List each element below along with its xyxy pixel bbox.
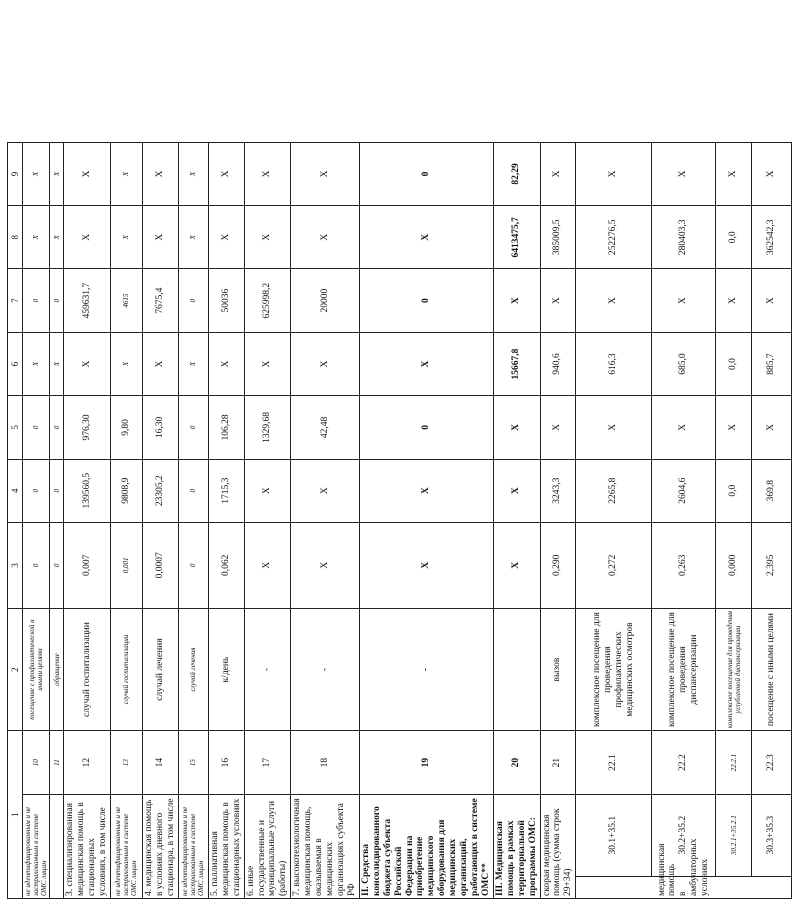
- sum-formula: 30.3+35.3: [752, 794, 792, 876]
- row-name: 3. специализированная медицинская помощь в стационарных условиях, в том числе: [64, 794, 111, 898]
- header-cell: 9: [8, 142, 23, 205]
- value-cell: 0,007: [64, 522, 111, 608]
- unit-cell: случай госпитализации: [64, 608, 111, 731]
- value-cell: X: [576, 269, 652, 332]
- value-cell: 0,0: [716, 459, 752, 522]
- value-cell: X: [142, 142, 178, 205]
- value-cell: X: [208, 332, 244, 395]
- row-number: 14: [142, 731, 178, 794]
- value-cell: 369,8: [752, 459, 792, 522]
- value-cell: 0: [23, 396, 50, 459]
- row-number: 20: [493, 731, 540, 794]
- value-cell: X: [493, 522, 540, 608]
- table-row: [208, 20, 244, 899]
- sum-formula: 30.2.1+35.2.1: [716, 794, 752, 876]
- value-cell: 2265,8: [576, 459, 652, 522]
- unit-cell: случай лечения: [142, 608, 178, 731]
- value-cell: 685,0: [652, 332, 716, 395]
- unit-cell: посещение с профилактической и иными целями: [23, 608, 50, 731]
- row-number: 16: [208, 731, 244, 794]
- value-cell: X: [50, 142, 64, 205]
- table-row: [244, 20, 291, 899]
- value-cell: 1715,3: [208, 459, 244, 522]
- value-cell: 252276,5: [576, 206, 652, 269]
- table-row: [50, 20, 64, 899]
- value-cell: 0,0: [716, 332, 752, 395]
- row-name: 6. иные государственные и муниципальные услуги (работы): [244, 794, 291, 898]
- value-cell: 7675,4: [142, 269, 178, 332]
- value-cell: X: [359, 459, 493, 522]
- value-cell: X: [178, 206, 208, 269]
- value-cell: 0: [359, 269, 493, 332]
- value-cell: 0,0007: [142, 522, 178, 608]
- unit-cell: к/день: [208, 608, 244, 731]
- value-cell: X: [652, 142, 716, 205]
- header-row: [8, 20, 23, 899]
- value-cell: X: [50, 332, 64, 395]
- row-name: 5. паллиативная медицинская помощь в стационарных условиях: [208, 794, 244, 898]
- value-cell: 362542,3: [752, 206, 792, 269]
- value-cell: 0: [178, 459, 208, 522]
- value-cell: X: [208, 206, 244, 269]
- row-number: 19: [359, 731, 493, 794]
- row-name: 7. высокотехнологичная медицинская помощь, оказываемая в медицинских организациях субъекта РФ: [291, 794, 360, 898]
- table-row: [142, 20, 178, 899]
- value-cell: 106,28: [208, 396, 244, 459]
- value-cell: 0,001: [110, 522, 142, 608]
- unit-cell: -: [244, 608, 291, 731]
- value-cell: X: [244, 142, 291, 205]
- value-cell: X: [110, 142, 142, 205]
- table-row: [359, 20, 493, 899]
- value-cell: X: [716, 396, 752, 459]
- value-cell: X: [110, 332, 142, 395]
- value-cell: 9,80: [110, 396, 142, 459]
- row-number: 10: [23, 731, 50, 794]
- row-number: 22.2.1: [716, 731, 752, 794]
- value-cell: 0: [359, 396, 493, 459]
- value-cell: 20000: [291, 269, 360, 332]
- value-cell: X: [291, 459, 360, 522]
- value-cell: X: [652, 269, 716, 332]
- header-cell: 1: [8, 731, 23, 899]
- value-cell: X: [291, 206, 360, 269]
- row-name: не идентифицированным и не застрахованным в системе ОМС лицам: [23, 794, 50, 898]
- header-cell: 3: [8, 522, 23, 608]
- value-cell: 0,062: [208, 522, 244, 608]
- table-row: [576, 20, 652, 899]
- value-cell: 0,290: [540, 522, 576, 608]
- value-cell: X: [244, 206, 291, 269]
- unit-cell: [493, 608, 540, 731]
- row-number: 22.3: [752, 731, 792, 794]
- row-number: 18: [291, 731, 360, 794]
- unit-cell: комплексное посещение для проведения углубленной диспансеризации: [716, 608, 752, 731]
- value-cell: 42,48: [291, 396, 360, 459]
- value-cell: X: [576, 142, 652, 205]
- row-name: III. Медицинская помощь в рамках территориальной программы ОМС:: [493, 794, 540, 898]
- row-number: 15: [178, 731, 208, 794]
- value-cell: 0: [178, 396, 208, 459]
- table-row: [652, 20, 716, 899]
- value-cell: 2604,6: [652, 459, 716, 522]
- value-cell: X: [23, 206, 50, 269]
- header-cell: 8: [8, 206, 23, 269]
- value-cell: X: [493, 459, 540, 522]
- value-cell: 0: [359, 142, 493, 205]
- value-cell: X: [540, 396, 576, 459]
- row-number: 21: [540, 731, 576, 794]
- row-name: не идентифицированным и не застрахованным в системе ОМС лицам: [110, 794, 142, 898]
- row-number: 17: [244, 731, 291, 794]
- value-cell: 1329,68: [244, 396, 291, 459]
- row-name: скорая медицинская помощь (сумма строк 29+34): [540, 794, 576, 898]
- value-cell: 0: [50, 522, 64, 608]
- value-cell: X: [752, 396, 792, 459]
- row-name: не идентифицированным и не застрахованным в системе ОМС лицам: [178, 794, 208, 898]
- value-cell: X: [64, 332, 111, 395]
- row-name: [50, 794, 64, 898]
- value-cell: X: [540, 269, 576, 332]
- value-cell: X: [359, 206, 493, 269]
- table-row: [23, 20, 50, 899]
- value-cell: 50036: [208, 269, 244, 332]
- value-cell: X: [244, 332, 291, 395]
- value-cell: X: [291, 522, 360, 608]
- row-name: II. Средства консолидированного бюджета субъекта Российской Федерации на приобретение медицинского оборудования для медицинских организаций, работающих в системе ОМС**: [359, 794, 493, 898]
- value-cell: 82,29: [493, 142, 540, 205]
- table-row: [178, 20, 208, 899]
- header-cell: 4: [8, 459, 23, 522]
- unit-cell: комплексное посещение для проведения профилактических медицинских осмотров: [576, 608, 652, 731]
- value-cell: X: [752, 142, 792, 205]
- header-cell: 2: [8, 608, 23, 731]
- value-cell: X: [493, 396, 540, 459]
- omc-table: [7, 19, 792, 899]
- value-cell: 2,395: [752, 522, 792, 608]
- value-cell: 15667,8: [493, 332, 540, 395]
- unit-cell: посещение с иными целями: [752, 608, 792, 731]
- value-cell: 0: [50, 396, 64, 459]
- value-cell: 459631,7: [64, 269, 111, 332]
- value-cell: X: [50, 206, 64, 269]
- value-cell: X: [23, 332, 50, 395]
- value-cell: 280403,3: [652, 206, 716, 269]
- value-cell: 0: [23, 522, 50, 608]
- value-cell: X: [652, 396, 716, 459]
- value-cell: 625998,2: [244, 269, 291, 332]
- value-cell: 6413475,7: [493, 206, 540, 269]
- value-cell: X: [178, 142, 208, 205]
- row-number: 12: [64, 731, 111, 794]
- value-cell: X: [178, 332, 208, 395]
- value-cell: 0: [23, 459, 50, 522]
- value-cell: 0: [178, 522, 208, 608]
- value-cell: 0: [50, 269, 64, 332]
- sum-formula: 30.1+35.1: [576, 794, 652, 876]
- value-cell: 139560,5: [64, 459, 111, 522]
- value-cell: 9808,9: [110, 459, 142, 522]
- value-cell: X: [244, 459, 291, 522]
- value-cell: 940,6: [540, 332, 576, 395]
- value-cell: X: [359, 522, 493, 608]
- value-cell: X: [291, 332, 360, 395]
- table-row: [291, 20, 360, 899]
- sum-formula: 30.2+35.2: [652, 794, 716, 876]
- unit-cell: комплексное посещение для проведения диспансеризации: [652, 608, 716, 731]
- value-cell: X: [576, 396, 652, 459]
- unit-cell: обращение: [50, 608, 64, 731]
- value-cell: X: [142, 332, 178, 395]
- unit-cell: -: [359, 608, 493, 731]
- value-cell: 0,000: [716, 522, 752, 608]
- value-cell: X: [493, 269, 540, 332]
- row-number: 11: [50, 731, 64, 794]
- table-row: [752, 20, 792, 899]
- header-cell: 5: [8, 396, 23, 459]
- value-cell: X: [142, 206, 178, 269]
- header-cell: 7: [8, 269, 23, 332]
- row-number: 22.1: [576, 731, 652, 794]
- value-cell: 385009,5: [540, 206, 576, 269]
- value-cell: X: [291, 142, 360, 205]
- value-cell: X: [716, 269, 752, 332]
- table-row: [110, 20, 142, 899]
- value-cell: X: [23, 142, 50, 205]
- row-number: 22.2: [652, 731, 716, 794]
- unit-cell: случай лечения: [178, 608, 208, 731]
- value-cell: X: [244, 522, 291, 608]
- table-row: [64, 20, 111, 899]
- value-cell: 16,30: [142, 396, 178, 459]
- table-row: [540, 20, 576, 899]
- value-cell: 976,30: [64, 396, 111, 459]
- unit-cell: -: [291, 608, 360, 731]
- value-cell: X: [208, 142, 244, 205]
- value-cell: X: [110, 206, 142, 269]
- row-number: 13: [110, 731, 142, 794]
- value-cell: X: [716, 142, 752, 205]
- value-cell: X: [359, 332, 493, 395]
- value-cell: 0: [23, 269, 50, 332]
- value-cell: 3243,3: [540, 459, 576, 522]
- unit-cell: случай госпитализации: [110, 608, 142, 731]
- table-row: [716, 20, 752, 899]
- value-cell: 0: [178, 269, 208, 332]
- value-cell: 0,272: [576, 522, 652, 608]
- row-name: 4. медицинская помощь в условиях дневного стационара, в том числе: [142, 794, 178, 898]
- value-cell: 0,0: [716, 206, 752, 269]
- header-cell: 6: [8, 332, 23, 395]
- value-cell: 0: [50, 459, 64, 522]
- unit-cell: вызов: [540, 608, 576, 731]
- value-cell: 4615: [110, 269, 142, 332]
- value-cell: X: [540, 142, 576, 205]
- value-cell: 616,3: [576, 332, 652, 395]
- value-cell: 0,263: [652, 522, 716, 608]
- value-cell: 23305,2: [142, 459, 178, 522]
- value-cell: X: [64, 142, 111, 205]
- value-cell: X: [64, 206, 111, 269]
- table-row: [493, 20, 540, 899]
- ambulatory-label: медицинская помощь в амбулаторных условиях: [576, 876, 792, 898]
- value-cell: 885,7: [752, 332, 792, 395]
- value-cell: X: [752, 269, 792, 332]
